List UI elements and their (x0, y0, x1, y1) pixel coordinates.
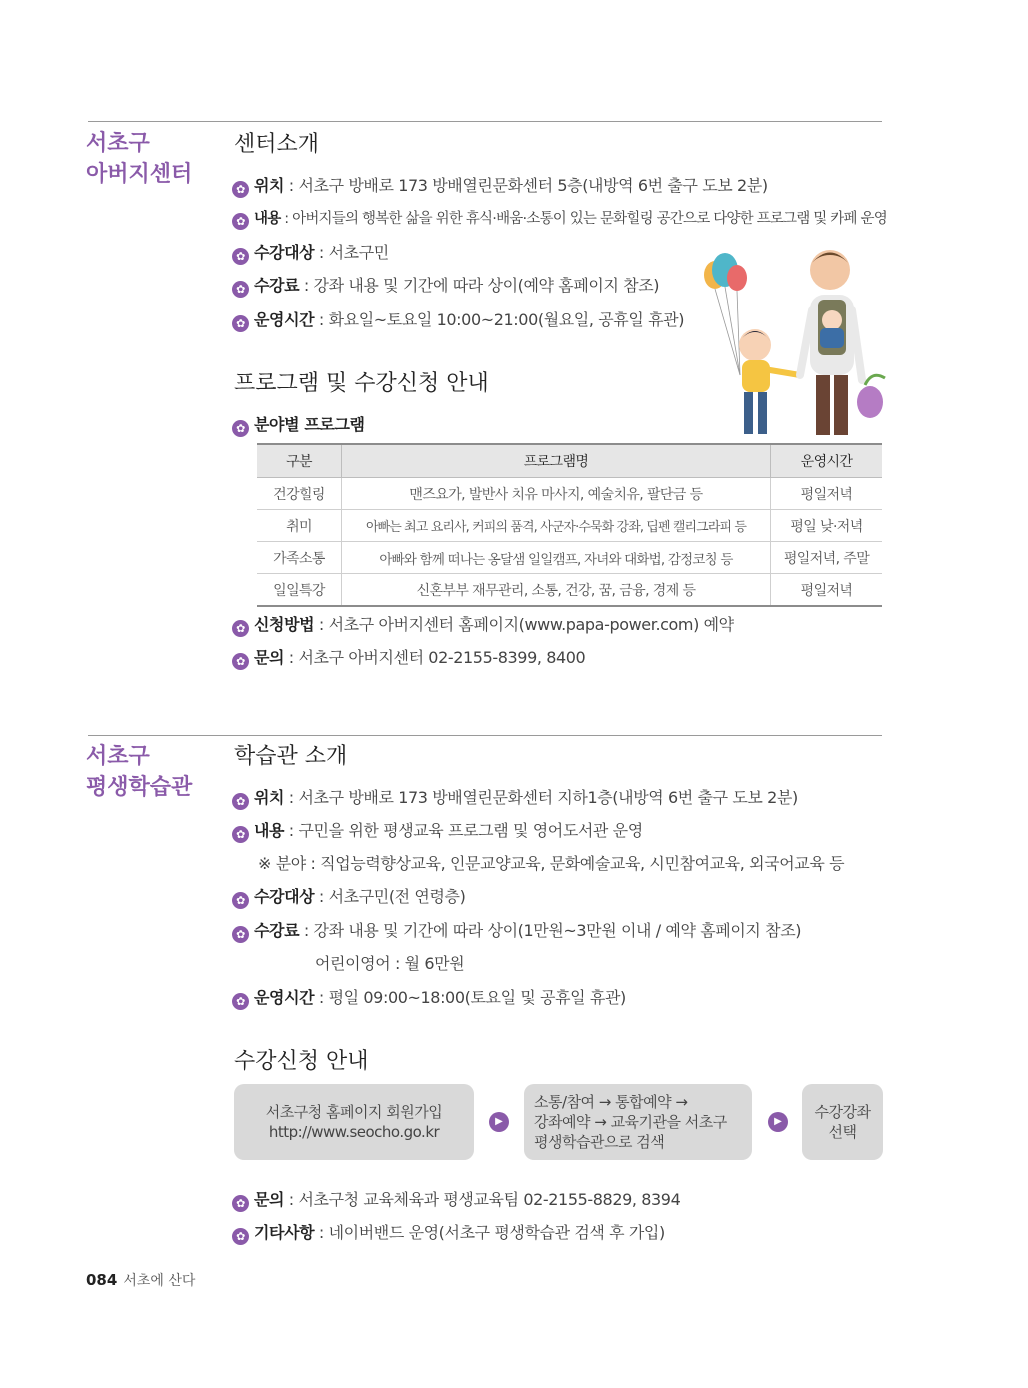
info-fee: ✿ 수강료 : 강좌 내용 및 기간에 따라 상이(1만원~3만원 이내 / 예약 홈페이지 참조) (232, 920, 801, 943)
table-cell: 평일 낮·저녁 (771, 510, 883, 542)
program-table (257, 443, 882, 607)
table-cell: 취미 (257, 510, 342, 542)
table-row (257, 478, 882, 510)
table-cell: 일일특강 (257, 574, 342, 607)
flower-bullet-icon: ✿ (232, 420, 249, 437)
contact-info: ✿ 문의 : 서초구 아버지센터 02-2155-8399, 8400 (232, 647, 585, 670)
section1-top-rule (88, 121, 882, 122)
flower-bullet-icon: ✿ (232, 926, 249, 943)
table-header-row (257, 444, 882, 478)
table-cell: 평일저녁 (771, 574, 883, 607)
flower-bullet-icon: ✿ (232, 620, 249, 637)
play-arrow-icon: ▶ (768, 1112, 788, 1132)
section2-top-rule (88, 735, 882, 736)
info-content: ✿ 내용 : 아버지들의 행복한 삶을 위한 휴식·배움·소통이 있는 문화힐링 공간으로 다양한 프로그램 및 카페 운영 (232, 208, 887, 230)
step-signup: 서초구청 홈페이지 회원가입 http://www.seocho.go.kr (234, 1084, 474, 1160)
contact-info: ✿ 문의 : 서초구청 교육체육과 평생교육팀 02-2155-8829, 8394 (232, 1189, 680, 1212)
info-hours: ✿ 운영시간 : 평일 09:00~18:00(토요일 및 공휴일 휴관) (232, 987, 626, 1010)
fee-extra: 어린이영어 : 월 6만원 (315, 954, 465, 973)
flower-bullet-icon: ✿ (232, 892, 249, 909)
program-sub-label: ✿ 분야별 프로그램 (232, 414, 365, 437)
apply-method: ✿ 신청방법 : 서초구 아버지센터 홈페이지(www.papa-power.com) 예약 (232, 614, 734, 637)
flower-bullet-icon: ✿ (232, 181, 249, 198)
fields-note: ※ 분야 : 직업능력향상교육, 인문교양교육, 문화예술교육, 시민참여교육, 외국어교육 등 (258, 854, 845, 873)
info-target: ✿ 수강대상 : 서초구민(전 연령층) (232, 886, 465, 909)
play-arrow-icon: ▶ (489, 1112, 509, 1132)
section2-side-title: 서초구 평생학습관 (86, 744, 193, 800)
table-cell: 가족소통 (257, 542, 342, 574)
info-fee: ✿ 수강료 : 강좌 내용 및 기간에 따라 상이(예약 홈페이지 참조) (232, 275, 659, 298)
flower-bullet-icon: ✿ (232, 1195, 249, 1212)
info-content: ✿ 내용 : 구민을 위한 평생교육 프로그램 및 영어도서관 운영 (232, 820, 643, 843)
flower-bullet-icon: ✿ (232, 248, 249, 265)
section1-heading: 센터소개 (234, 132, 320, 157)
step-select-course: 수강강좌 선택 (802, 1084, 883, 1160)
flower-bullet-icon: ✿ (232, 826, 249, 843)
info-target: ✿ 수강대상 : 서초구민 (232, 242, 389, 265)
table-cell: 건강힐링 (257, 478, 342, 510)
table-cell: 평일저녁, 주말 (771, 542, 883, 574)
table-header-cell: 프로그램명 (342, 444, 771, 478)
apply-heading: 수강신청 안내 (234, 1049, 369, 1074)
section2-heading: 학습관 소개 (234, 744, 348, 769)
flower-bullet-icon: ✿ (232, 213, 249, 230)
flower-bullet-icon: ✿ (232, 315, 249, 332)
flower-bullet-icon: ✿ (232, 1228, 249, 1245)
table-row (257, 542, 882, 574)
table-cell: 아빠와 함께 떠나는 옹달샘 일일캠프, 자녀와 대화법, 감정코칭 등 (342, 542, 771, 574)
page-number: 084 (86, 1271, 118, 1289)
flower-bullet-icon: ✿ (232, 281, 249, 298)
info-location: ✿ 위치 : 서초구 방배로 173 방배열린문화센터 5층(내방역 6번 출구 도보 2분) (232, 175, 768, 198)
program-heading: 프로그램 및 수강신청 안내 (234, 371, 489, 396)
table-row (257, 574, 882, 607)
table-cell: 맨즈요가, 발반사 치유 마사지, 예술치유, 팔단금 등 (342, 478, 771, 510)
table-header-cell: 구분 (257, 444, 342, 478)
step-reserve: 소통/참여 → 통합예약 → 강좌예약 → 교육기관을 서초구 평생학습관으로 검색 (524, 1084, 752, 1160)
table-row (257, 510, 882, 542)
father-child-illustration (700, 240, 900, 440)
info-hours: ✿ 운영시간 : 화요일~토요일 10:00~21:00(월요일, 공휴일 휴관) (232, 309, 684, 332)
section1-side-title: 서초구 아버지센터 (86, 131, 193, 187)
table-cell: 평일저녁 (771, 478, 883, 510)
table-cell: 신혼부부 재무관리, 소통, 건강, 꿈, 금융, 경제 등 (342, 574, 771, 607)
book-title: 서초에 산다 (123, 1273, 196, 1289)
info-location: ✿ 위치 : 서초구 방배로 173 방배열린문화센터 지하1층(내방역 6번 출구 도보 2분) (232, 787, 798, 810)
table-header-cell: 운영시간 (771, 444, 883, 478)
table-cell: 아빠는 최고 요리사, 커피의 품격, 사군자·수묵화 강좌, 딥펜 캘리그라피 등 (342, 510, 771, 542)
flower-bullet-icon: ✿ (232, 993, 249, 1010)
flower-bullet-icon: ✿ (232, 793, 249, 810)
etc-info: ✿ 기타사항 : 네이버밴드 운영(서초구 평생학습관 검색 후 가입) (232, 1222, 665, 1245)
flower-bullet-icon: ✿ (232, 653, 249, 670)
page-footer (86, 1270, 195, 1290)
